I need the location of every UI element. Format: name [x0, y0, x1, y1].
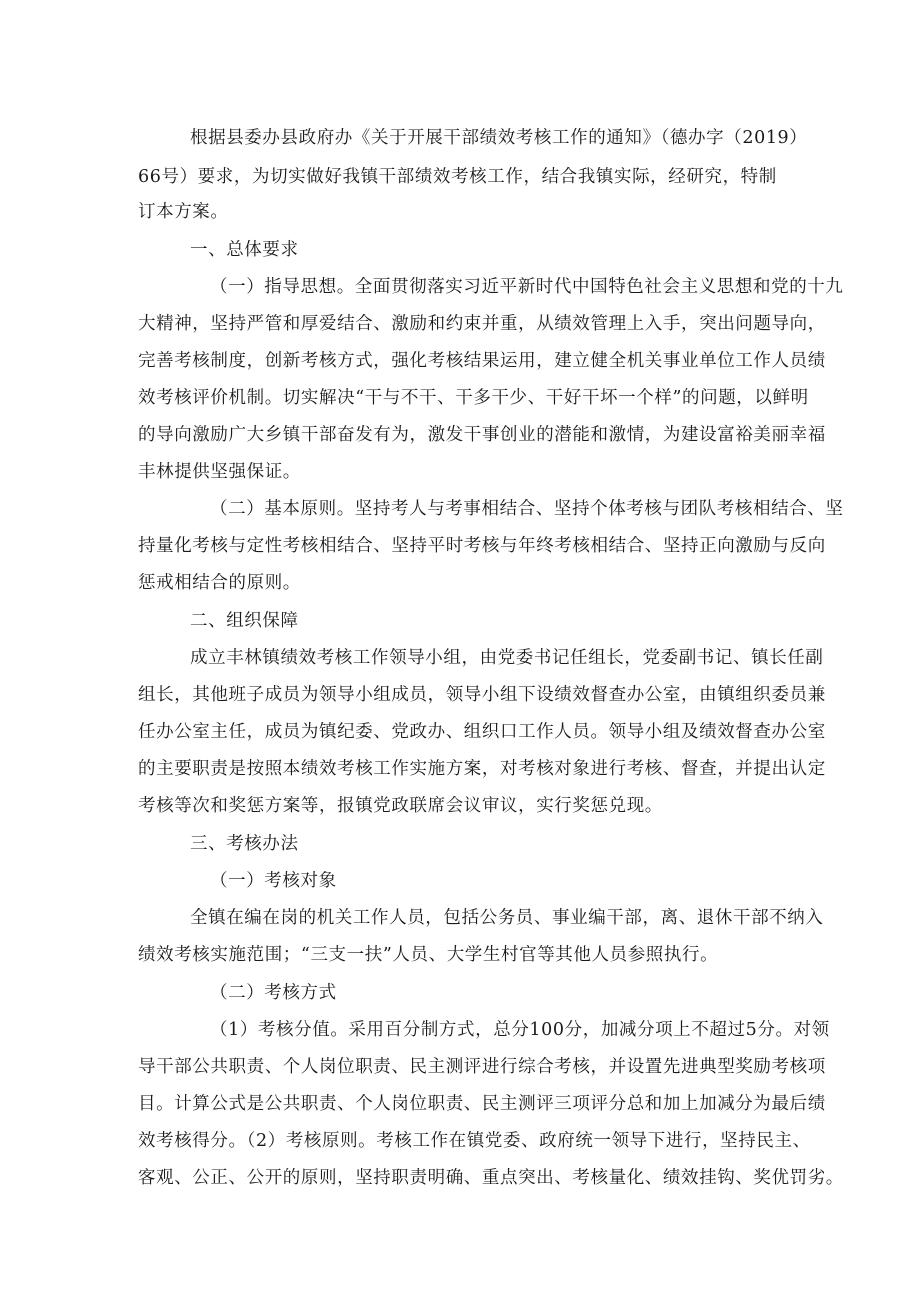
body-line: 导干部公共职责、个人岗位职责、民主测评进行综合考核，并设置先进典型奖励考核项	[138, 1057, 826, 1077]
body-line: 全镇在编在岗的机关工作人员，包括公务员、事业编干部，离、退休干部不纳入	[190, 908, 824, 928]
body-line: 绩效考核实施范围；“三支一扶”人员、大学生村官等其他人员参照执行。	[138, 945, 719, 965]
body-line: 大精神，坚持严管和厚爱结合、激励和约束并重，从绩效管理上入手，突出问题导向，	[138, 314, 826, 334]
section-heading: 三、考核办法	[190, 834, 299, 854]
body-line: 的导向激励广大乡镇干部奋发有为，激发干事创业的潜能和激情，为建设富裕美丽幸福	[138, 425, 826, 445]
section-heading: 一、总体要求	[190, 240, 299, 260]
body-line: 考核等次和奖惩方案等，报镇党政联席会议审议，实行奖惩兑现。	[138, 796, 663, 816]
body-line: 根据县委办县政府办《关于开展干部绩效考核工作的通知》（德办字（2019）	[190, 128, 808, 148]
body-line: 66号）要求，为切实做好我镇干部绩效考核工作，结合我镇实际，经研究，特制	[138, 167, 777, 187]
body-line: 目。计算公式是公共职责、个人岗位职责、民主测评三项评分总和加上加减分为最后绩	[138, 1094, 826, 1114]
body-line: 组长，其他班子成员为领导小组成员，领导小组下设绩效督查办公室，由镇组织委员兼	[138, 685, 826, 705]
subsection-heading: （一）考核对象	[210, 871, 337, 891]
body-line: 效考核评价机制。切实解决“干与不干、干多干少、干好干坏一个样”的问题，以鲜明	[138, 388, 809, 408]
subsection-heading: （二）考核方式	[210, 983, 337, 1003]
body-line: （一）指导思想。全面贯彻落实习近平新时代中国特色社会主义思想和党的十九	[210, 277, 844, 297]
body-line: 效考核得分。（2）考核原则。考核工作在镇党委、政府统一领导下进行，坚持民主、	[138, 1131, 811, 1151]
section-heading: 二、组织保障	[190, 611, 299, 631]
body-line: 成立丰林镇绩效考核工作领导小组，由党委书记任组长，党委副书记、镇长任副	[190, 648, 824, 668]
body-line: 客观、公正、公开的原则，坚持职责明确、重点突出、考核量化、绩效挂钩、奖优罚劣。	[138, 1168, 844, 1188]
body-line: （1）考核分值。采用百分制方式，总分100分，加减分项上不超过5分。对领	[210, 1020, 830, 1040]
body-line: 丰林提供坚强保证。	[138, 462, 301, 482]
body-line: （二）基本原则。坚持考人与考事相结合、坚持个体考核与团队考核相结合、坚	[210, 499, 844, 519]
body-line: 订本方案。	[138, 202, 229, 222]
body-line: 持量化考核与定性考核相结合、坚持平时考核与年终考核相结合、坚持正向激励与反向	[138, 536, 826, 556]
body-line: 任办公室主任，成员为镇纪委、党政办、组织口工作人员。领导小组及绩效督查办公室	[138, 722, 826, 742]
body-line: 的主要职责是按照本绩效考核工作实施方案，对考核对象进行考核、督查，并提出认定	[138, 759, 826, 779]
body-line: 惩戒相结合的原则。	[138, 573, 301, 593]
body-line: 完善考核制度，创新考核方式，强化考核结果运用，建立健全机关事业单位工作人员绩	[138, 351, 826, 371]
